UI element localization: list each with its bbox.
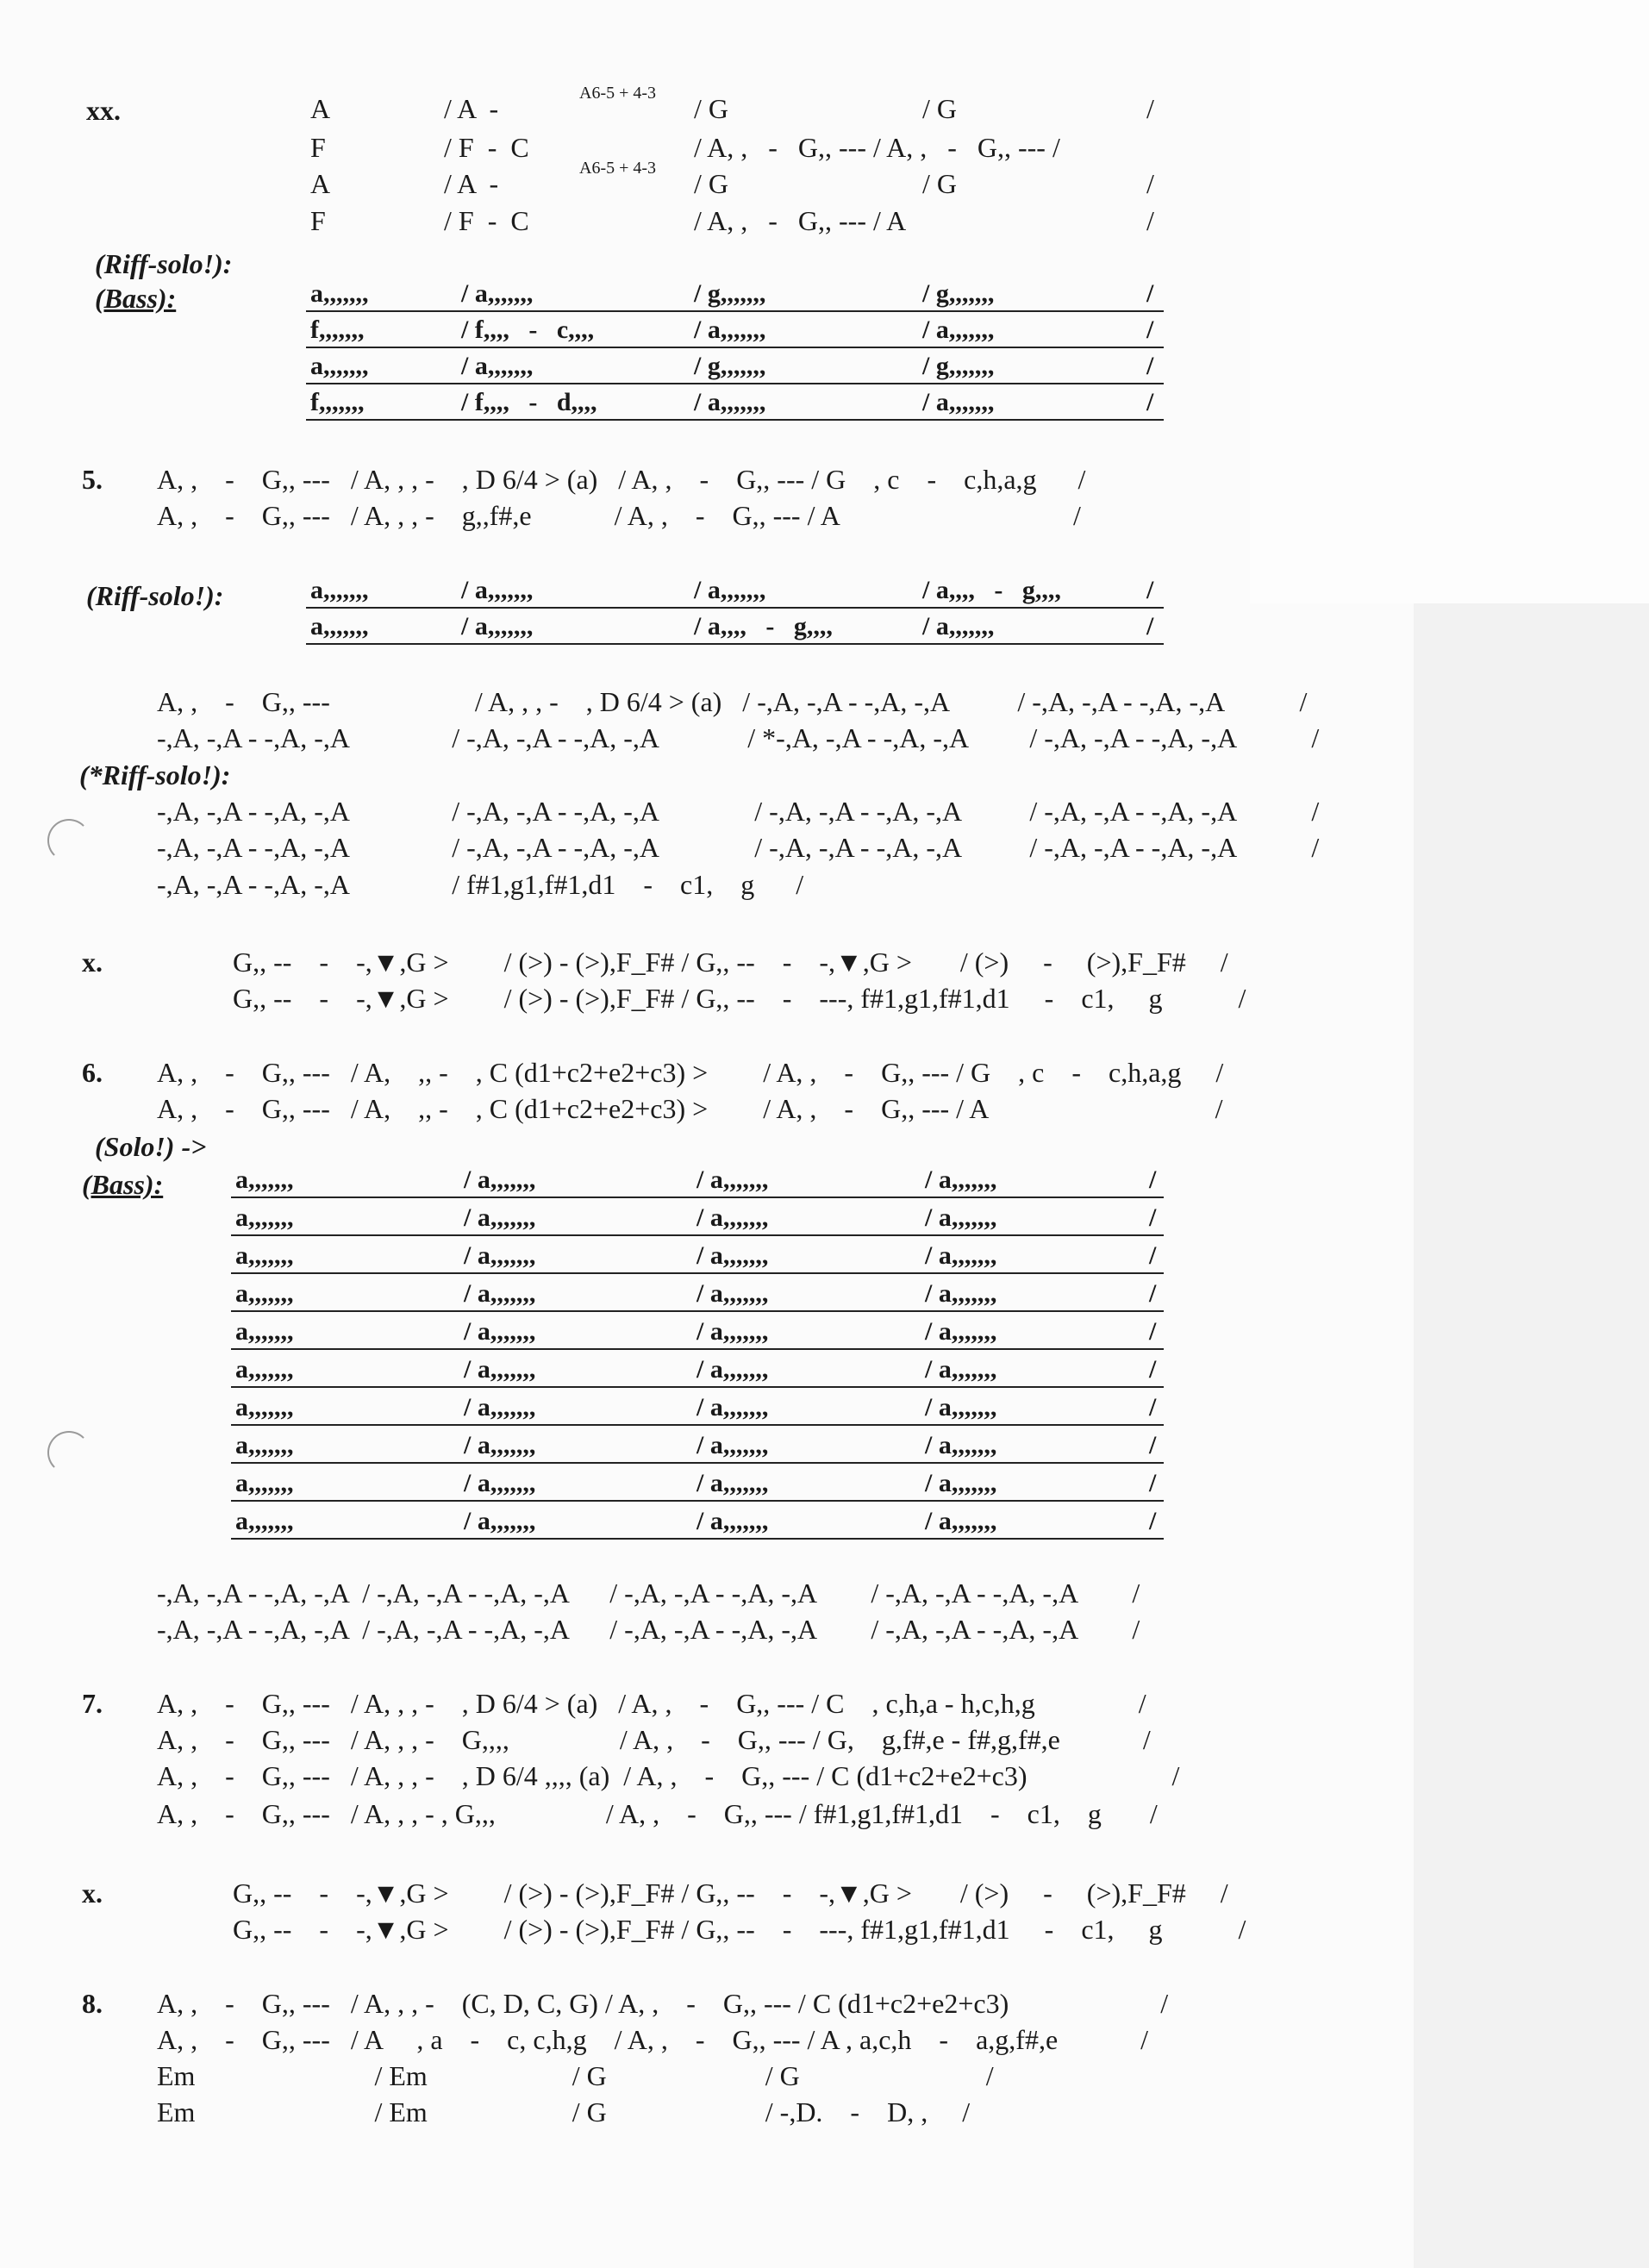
bass-note: / g,,,,,,, [694,279,766,308]
punch-hole-lower [47,1431,91,1474]
bass-note: / [1149,1393,1157,1421]
bass-note: / a,,,,,,, [696,1165,769,1194]
bass-note: / a,,,,,,, [696,1431,769,1459]
bass-line [231,1500,1164,1540]
bass-line [231,1348,1164,1388]
bass-line [231,1234,1164,1274]
chord-line: A, , - G,, --- / A , a - c, c,h,g / A, , - G,, --- / A , a,c,h - a,g,f#,e / [157,2024,1149,2055]
chord-line: A, , - G,, --- / A, , , - g,,f#,e / A, , - G,, --- / A / [157,500,1081,531]
bass-line [306,345,1164,384]
bass-note: a,,,,,,, [235,1317,294,1346]
bass-note: / a,,,,,,, [925,1317,997,1346]
bass-label: (Bass): [82,1169,164,1200]
section-label-8: 8. [82,1988,103,2019]
bass-note: / [1149,1507,1157,1535]
bass-note: a,,,,,,, [310,576,369,604]
bass-note: / [1149,1279,1157,1308]
chord: F [310,205,326,236]
scan-shade-right [1414,603,1649,2268]
chord-line: -,A, -,A - -,A, -,A / -,A, -,A - -,A, -,A / -,A, -,A - -,A, -,A / -,A, -,A - -,A, -,A / [157,1614,1140,1645]
bass-note: a,,,,,,, [235,1393,294,1421]
bass-note: / a,,,,,,, [925,1469,997,1497]
section-label-xx: xx. [86,95,121,126]
bass-note: / a,,,,,,, [925,1393,997,1421]
bass-note: / [1149,1203,1157,1232]
bass-note: a,,,,,,, [310,612,369,640]
bass-note: / [1149,1165,1157,1194]
bass-note: / a,,,,,,, [696,1279,769,1308]
bass-note: / a,,,,,,, [464,1279,536,1308]
bass-note: a,,,,,,, [235,1279,294,1308]
bass-note: / a,,,,,,, [694,316,766,344]
chord-line: A, , - G,, --- / A, , , - , D 6/4 > (a) / A, , - G,, --- / G , c - c,h,a,g / [157,464,1086,495]
bar-end: / [1146,93,1154,124]
riff-solo-label: (*Riff-solo!): [79,759,231,790]
chord-line: G,, -- - -,▼,G > / (>) - (>),F_F# / G,, -- - -,▼,G > / (>) - (>),F_F# / [233,1878,1228,1909]
chord-annotation: A6-5 + 4-3 [579,84,657,103]
chord-line: G,, -- - -,▼,G > / (>) - (>),F_F# / G,, -- - ---, f#1,g1,f#1,d1 - c1, g / [233,983,1246,1014]
bass-note: / a,,,,,,, [461,576,534,604]
chord-line: -,A, -,A - -,A, -,A / -,A, -,A - -,A, -,A / -,A, -,A - -,A, -,A / -,A, -,A - -,A, -,A / [157,796,1320,827]
bass-note: / g,,,,,,, [922,279,995,308]
bass-line [306,569,1164,609]
bass-note: / a,,,,,,, [461,352,534,380]
chord: / A - [444,93,499,124]
bass-note: / a,,,,,,, [925,1203,997,1232]
bass-note: a,,,,,,, [235,1431,294,1459]
chord-line: A, , - G,, --- / A, , , - G,,,, / A, , - G,, --- / G, g,f#,e - f#,g,f#,e / [157,1724,1151,1755]
chord: / A, , - G,, --- / A, , - G,, --- / [694,132,1060,163]
bass-line [306,272,1164,312]
chord-line: A, , - G,, --- / A, ,, - , C (d1+c2+e2+c3) > / A, , - G,, --- / A / [157,1093,1223,1124]
bass-note: / a,,,,,,, [925,1355,997,1384]
bass-note: a,,,,,,, [235,1469,294,1497]
bass-line [231,1272,1164,1312]
riff-solo-label: (Riff-solo!): [95,248,233,279]
bass-note: a,,,,,,, [310,352,369,380]
bass-note: / a,,,,,,, [696,1355,769,1384]
bass-note: / [1146,316,1154,344]
chord-line: G,, -- - -,▼,G > / (>) - (>),F_F# / G,, -- - ---, f#1,g1,f#1,d1 - c1, g / [233,1914,1246,1945]
bass-note: a,,,,,,, [235,1355,294,1384]
bass-note: / a,,,,,,, [922,388,995,416]
chord-line: Em / Em / G / G / [157,2060,994,2091]
bass-line [231,1196,1164,1236]
bass-note: / a,,,,,,, [696,1241,769,1270]
bass-note: / [1146,279,1154,308]
bass-note: f,,,,,,, [310,388,365,416]
bass-note: / a,,,, - g,,,, [694,612,833,640]
bass-label: (Bass): [95,283,177,314]
bass-note: / g,,,,,,, [694,352,766,380]
bass-note: / a,,,,,,, [922,612,995,640]
solo-label: (Solo!) -> [95,1131,207,1162]
bass-note: / a,,,,,,, [696,1203,769,1232]
bass-note: a,,,,,,, [235,1203,294,1232]
section-label-5: 5. [82,464,103,495]
bass-line [231,1159,1164,1198]
riff-solo-label: (Riff-solo!): [86,580,224,611]
bass-note: / a,,,,,,, [925,1241,997,1270]
chord-line: -,A, -,A - -,A, -,A / -,A, -,A - -,A, -,A / -,A, -,A - -,A, -,A / -,A, -,A - -,A, -,A / [157,832,1320,863]
bass-note: / a,,,,,,, [464,1393,536,1421]
bass-note: / a,,,,,,, [696,1317,769,1346]
bass-note: / a,,,, - g,,,, [922,576,1061,604]
bass-line [231,1424,1164,1464]
chord: A [310,168,331,199]
bass-note: / a,,,,,,, [464,1507,536,1535]
bass-note: / a,,,,,,, [925,1279,997,1308]
chord: A [310,93,331,124]
bass-note: a,,,,,,, [235,1507,294,1535]
bass-note: / f,,,, - d,,,, [461,388,597,416]
chord-line: A, , - G,, --- / A, , , - , D 6/4 > (a) / A, , - G,, --- / C , c,h,a - h,c,h,g / [157,1688,1146,1719]
bass-note: / [1146,352,1154,380]
chord: / G [922,168,957,199]
bass-note: a,,,,,,, [235,1241,294,1270]
bass-note: / a,,,,,,, [694,388,766,416]
scan-shade-top [1250,0,1649,603]
bass-note: / a,,,,,,, [696,1469,769,1497]
chord: / G [694,93,728,124]
bass-line [231,1462,1164,1502]
bass-note: / a,,,,,,, [461,612,534,640]
bass-note: / a,,,,,,, [922,316,995,344]
bass-note: / a,,,,,,, [464,1469,536,1497]
bass-note: / [1146,388,1154,416]
chord-annotation: A6-5 + 4-3 [579,159,657,178]
bass-note: / a,,,,,,, [925,1165,997,1194]
section-label-x: x. [82,1878,103,1909]
bass-note: / a,,,,,,, [696,1393,769,1421]
bar-end: / [1146,168,1154,199]
bass-line [306,381,1164,421]
section-label-x: x. [82,947,103,978]
bass-note: / [1149,1241,1157,1270]
bass-note: / [1149,1355,1157,1384]
section-label-6: 6. [82,1057,103,1088]
bass-line [306,309,1164,348]
bass-note: / a,,,,,,, [461,279,534,308]
bass-note: / [1149,1469,1157,1497]
bass-note: a,,,,,,, [235,1165,294,1194]
bass-line [231,1310,1164,1350]
bass-note: / [1146,612,1154,640]
section-label-7: 7. [82,1688,103,1719]
bass-note: / [1146,576,1154,604]
bass-note: / a,,,,,,, [464,1241,536,1270]
chord: / A - [444,168,499,199]
bass-note: / a,,,,,,, [925,1507,997,1535]
chord: / G [922,93,957,124]
chord-line: -,A, -,A - -,A, -,A / -,A, -,A - -,A, -,A / -,A, -,A - -,A, -,A / -,A, -,A - -,A, -,A / [157,1578,1140,1609]
chord-line: G,, -- - -,▼,G > / (>) - (>),F_F# / G,, -- - -,▼,G > / (>) - (>),F_F# / [233,947,1228,978]
punch-hole-upper [47,819,91,862]
bass-note: / f,,,, - c,,,, [461,316,595,344]
bass-note: f,,,,,,, [310,316,365,344]
chord: / F - C [444,132,529,163]
chord: / A, , - G,, --- / A [694,205,907,236]
bass-note: / [1149,1431,1157,1459]
chord-line: A, , - G,, --- / A, , , - (C, D, C, G) / A, , - G,, --- / C (d1+c2+e2+c3) / [157,1988,1169,2019]
bass-note: / a,,,,,,, [694,576,766,604]
bass-note: / g,,,,,,, [922,352,995,380]
bass-note: / a,,,,,,, [464,1355,536,1384]
chord-line: Em / Em / G / -,D. - D, , / [157,2096,971,2127]
chord-line: A, , - G,, --- / A, , , - , G,,, / A, , - G,, --- / f#1,g1,f#1,d1 - c1, g / [157,1798,1158,1829]
chord-line: -,A, -,A - -,A, -,A / f#1,g1,f#1,d1 - c1, g / [157,869,804,900]
chord: F [310,132,326,163]
chord-line: A, , - G,, --- / A, , , - , D 6/4 ,,,, (a) / A, , - G,, --- / C (d1+c2+e2+c3) / [157,1760,1180,1791]
bass-note: / a,,,,,,, [464,1431,536,1459]
bass-note: / [1149,1317,1157,1346]
bass-note: a,,,,,,, [310,279,369,308]
bass-line [306,605,1164,645]
chord: / F - C [444,205,529,236]
chord-line: A, , - G,, --- / A, ,, - , C (d1+c2+e2+c3) > / A, , - G,, --- / G , c - c,h,a,g / [157,1057,1224,1088]
bass-line [231,1386,1164,1426]
bass-note: / a,,,,,,, [696,1507,769,1535]
chord-line: -,A, -,A - -,A, -,A / -,A, -,A - -,A, -,A / *-,A, -,A - -,A, -,A / -,A, -,A - -,A, -,A / [157,722,1320,753]
chord: / G [694,168,728,199]
chord-line: A, , - G,, --- / A, , , - , D 6/4 > (a) / -,A, -,A - -,A, -,A / -,A, -,A - -,A, -,A / [157,686,1308,717]
bass-note: / a,,,,,,, [464,1317,536,1346]
bass-note: / a,,,,,,, [464,1165,536,1194]
bass-note: / a,,,,,,, [925,1431,997,1459]
bass-note: / a,,,,,,, [464,1203,536,1232]
bar-end: / [1146,205,1154,236]
